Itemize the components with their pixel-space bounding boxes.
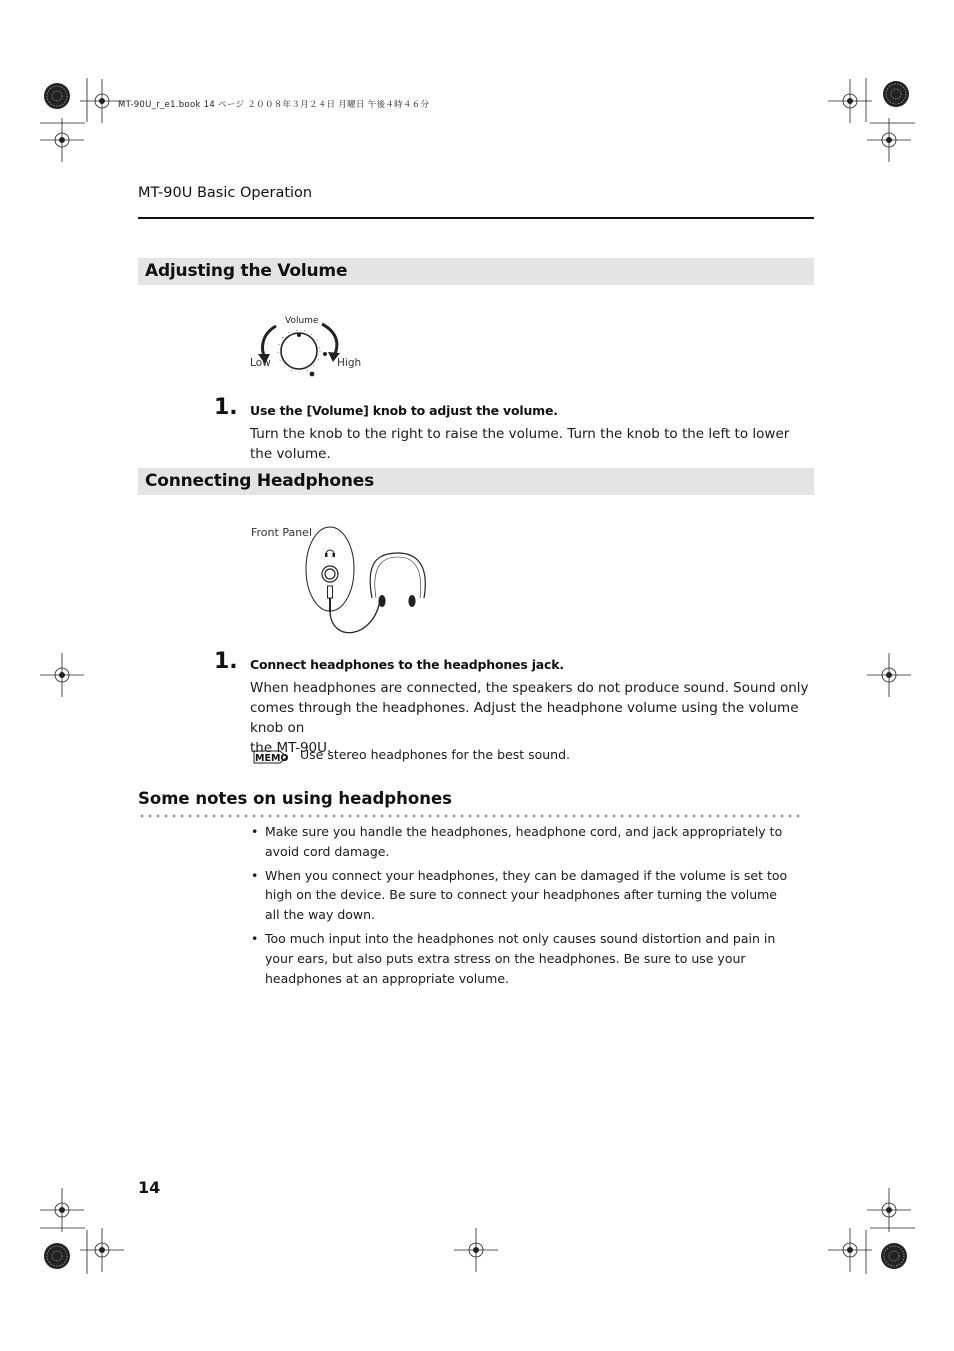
step-body-line: When headphones are connected, the speakers do not produce sound. Sound only xyxy=(250,680,809,696)
list-item xyxy=(250,929,795,988)
volume-knob-figure xyxy=(240,308,380,380)
bullet-marker: • xyxy=(251,930,259,946)
dotted-divider xyxy=(138,814,804,818)
notes-list xyxy=(250,822,795,992)
step-number: 1. xyxy=(214,649,238,674)
section-title: Adjusting the Volume xyxy=(145,261,348,281)
section-title: Connecting Headphones xyxy=(145,471,375,491)
memo-icon xyxy=(252,747,290,767)
step-body: Turn the knob to the right to raise the volume. Turn the knob to the left to lower the volume. xyxy=(250,426,790,462)
step-body-line: comes through the headphones. Adjust the headphone volume using the volume knob on xyxy=(250,700,799,736)
running-head: MT-90U Basic Operation xyxy=(138,185,313,201)
list-item-text: Make sure you handle the headphones, headphone cord, and jack appropriately to avoid cord damage. xyxy=(265,824,783,859)
print-info: MT-90U_r_e1.book 14 ページ ２００８年３月２４日 月曜日 午後４時４６分 xyxy=(118,100,430,110)
bullet-marker: • xyxy=(251,867,259,883)
volume-label: Volume xyxy=(285,316,319,326)
list-item-text: When you connect your headphones, they can be damaged if the volume is set too high on the device. Be sure to connect your headphones after turning the volume all the way down. xyxy=(265,867,788,923)
section-header-adjusting-volume xyxy=(138,258,814,285)
list-item-text: Too much input into the headphones not only causes sound distortion and pain in your ears, but also puts extra stress on the headphones. Be sure to use your headphones at an appropriate volume. xyxy=(265,930,776,986)
front-panel-label: Front Panel xyxy=(251,526,312,539)
step-title: Use the [Volume] knob to adjust the volume. xyxy=(250,403,558,418)
step-body xyxy=(250,678,810,758)
low-label: Low xyxy=(250,357,271,369)
list-item xyxy=(250,822,795,862)
list-item xyxy=(250,866,795,925)
header-rule xyxy=(138,217,814,219)
memo-icon-text: MEMO xyxy=(255,753,289,764)
section-header-connecting-headphones xyxy=(138,468,814,495)
bullet-marker: • xyxy=(251,824,259,839)
high-label: High xyxy=(337,357,362,369)
page-number: 14 xyxy=(138,1178,161,1197)
step-body-line: the MT-90U. xyxy=(250,740,332,756)
notes-title: Some notes on using headphones xyxy=(138,789,452,808)
step-title: Connect headphones to the headphones jack. xyxy=(250,657,564,672)
memo-text: Use stereo headphones for the best sound. xyxy=(300,747,570,762)
step-number: 1. xyxy=(214,395,238,420)
headphones-figure xyxy=(300,526,435,641)
